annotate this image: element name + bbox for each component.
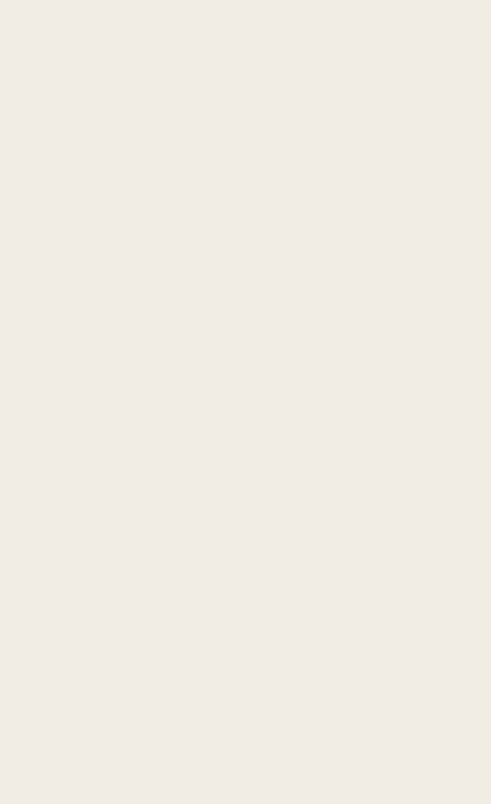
body-text [52,40,472,680]
running-foot [20,690,475,790]
